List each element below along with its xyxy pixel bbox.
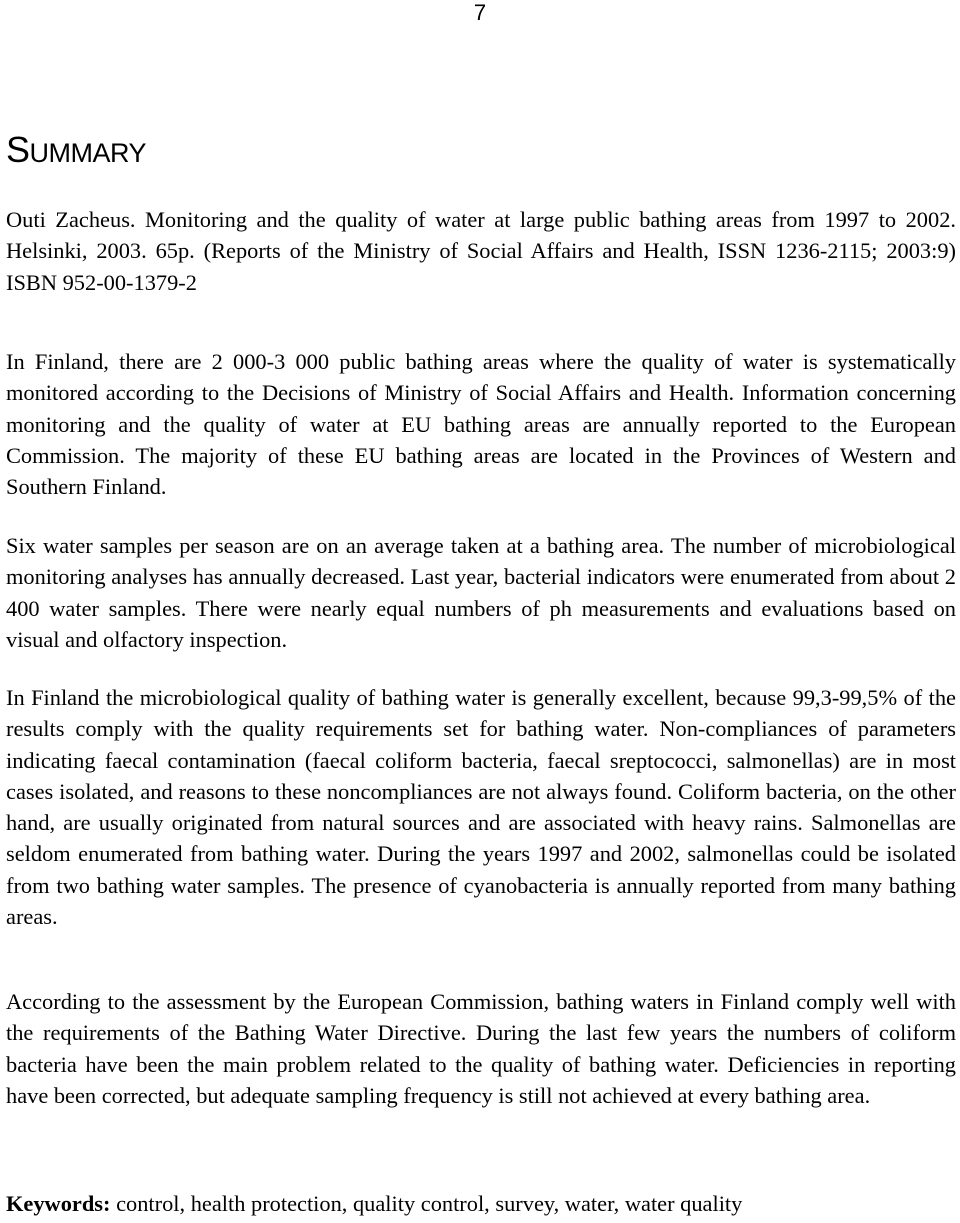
heading-initial: S bbox=[6, 129, 30, 170]
keywords-label: Keywords: bbox=[6, 1191, 111, 1216]
section-heading bbox=[6, 128, 146, 175]
intro-paragraph: In Finland, there are 2 000-3 000 public bathing areas where the quality of water is systematically monitored according to the Decisions of Ministry of Social Affairs and Health. Information concerning monitoring and the quality of water at EU bathing areas are annually reported to the European Commission. The majority of these EU bathing areas are located in the Provinces of Western and Southern Finland. bbox=[6, 349, 956, 500]
quality-paragraph: In Finland the microbiological quality of bathing water is generally excellent, because 99,3-99,5% of the results comply with the quality requirements set for bathing water. Non-compliances of parameters indicating faecal contamination (faecal coliform bacteria, faecal sreptococci, salmonellas) are in most cases isolated, and reasons to these noncompliances are not always found. Coliform bacteria, on the other hand, are usually originated from natural sources and are associated with heavy rains. Salmonellas are seldom enumerated from bathing water. During the years 1997 and 2002, salmonellas could be isolated from two bathing water samples. The presence of cyanobacteria is annually reported from many bathing areas. bbox=[6, 685, 956, 930]
samples-paragraph: Six water samples per season are on an average taken at a bathing area. The number of microbiological monitoring analyses has annually decreased. Last year, bacterial indicators were enumerated from about 2 400 water samples. There were nearly equal numbers of ph measurements and evaluations based on visual and olfactory inspection. bbox=[6, 533, 956, 652]
keywords-text: control, health protection, quality control, survey, water, water quality bbox=[110, 1191, 743, 1216]
keywords-line bbox=[6, 1188, 956, 1219]
page-number: 7 bbox=[473, 0, 487, 25]
heading-rest: UMMARY bbox=[29, 138, 147, 168]
citation-paragraph: Outi Zacheus. Monitoring and the quality of water at large public bathing areas from 1997 to 2002. Helsinki, 2003. 65p. (Reports of the Ministry of Social Affairs and Health, ISSN 1236-2115; 2003:9) ISBN 952-00-1379-2 bbox=[6, 207, 956, 295]
assessment-paragraph: According to the assessment by the European Commission, bathing waters in Finland comply well with the requirements of the Bathing Water Directive. During the last few years the numbers of coliform bacteria have been the main problem related to the quality of bathing water. Deficiencies in reporting have been corrected, but adequate sampling frequency is still not achieved at every bathing area. bbox=[6, 989, 956, 1108]
